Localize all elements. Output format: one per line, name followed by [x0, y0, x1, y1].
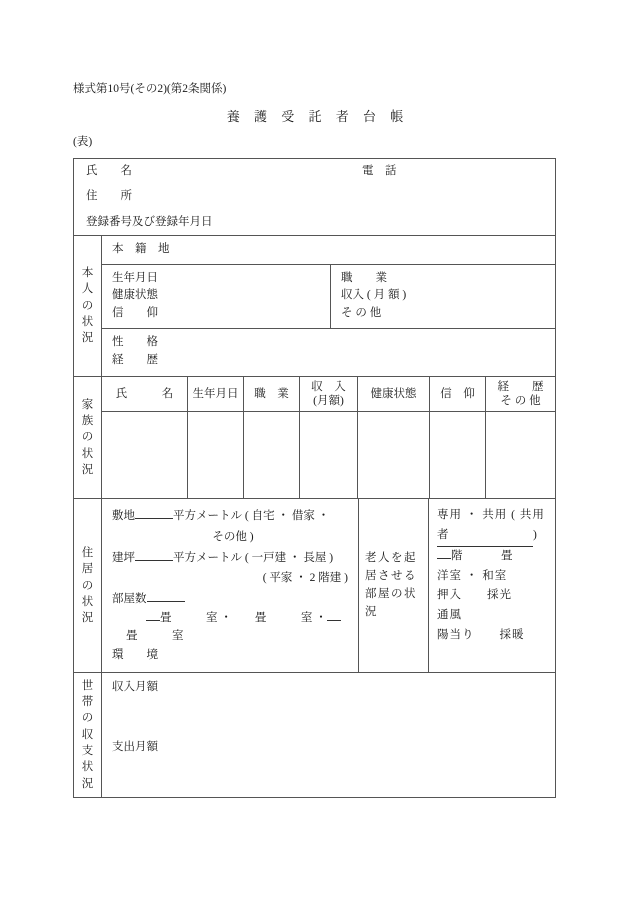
- rooms-label: 部屋数: [112, 593, 147, 606]
- site-label: 敷地: [112, 510, 135, 523]
- rooms-line: [112, 589, 354, 645]
- side-label-char: 居: [81, 563, 94, 576]
- side-label-char: 帯: [81, 696, 94, 709]
- registration-label: 登録番号及び登録年月日: [86, 215, 213, 228]
- family-cell-career-other[interactable]: [485, 412, 555, 498]
- family-table-row: [102, 411, 555, 498]
- side-label-char: の: [81, 431, 94, 444]
- environment-line: [112, 645, 354, 666]
- room-blank[interactable]: [327, 620, 341, 621]
- exclusive-shared-line: 専用 ・ 共用 ( 共用: [437, 509, 545, 522]
- occupation-label: 職 業: [341, 271, 387, 284]
- birthdate-label: 生年月日: [112, 271, 158, 284]
- dwelling-status-side-label: [74, 499, 102, 672]
- site-suffix2: その他 ): [212, 531, 254, 544]
- household-budget-side-label: [74, 673, 102, 797]
- person-basic-cell: [102, 265, 331, 328]
- side-label-char: 人: [81, 283, 94, 296]
- side-label-char: 況: [81, 777, 94, 790]
- side-label-char: 世: [81, 679, 94, 692]
- career-label: 経 歴: [112, 353, 158, 366]
- environment-label: 環 境: [112, 649, 158, 662]
- rooms-input-blank[interactable]: [147, 601, 185, 602]
- dwelling-detail-cell: [102, 499, 359, 672]
- elder-room-detail-cell: [429, 499, 555, 672]
- closing-paren: ): [533, 529, 538, 542]
- family-cell-religion[interactable]: [429, 412, 485, 498]
- room-type-line: 洋室 ・ 和室: [437, 569, 508, 582]
- side-label-char: 況: [81, 463, 94, 476]
- shared-person-blank[interactable]: 者: [437, 526, 533, 547]
- elder-room-label: 老人を起居させる部屋の状況: [365, 552, 417, 618]
- side-label-char: 況: [81, 332, 94, 345]
- floor-label: 建坪: [112, 551, 135, 564]
- domicile-label: 本 籍 地: [112, 242, 170, 255]
- closet-light-vent-line: 押入 採光 通風: [437, 589, 537, 622]
- registration-row: [74, 210, 555, 235]
- rooms-detail-line1: 畳 室 ・ 畳 室 ・: [112, 610, 354, 628]
- form-table: [73, 158, 556, 798]
- floor-suffix: 平方メートル ( 一戸建 ・ 長屋 ): [173, 551, 334, 564]
- health-label: 健康状態: [112, 289, 158, 302]
- side-label-char: 族: [81, 414, 94, 427]
- site-input-blank[interactable]: [135, 518, 173, 519]
- side-label-char: の: [81, 299, 94, 312]
- person-character-cell: [102, 328, 555, 376]
- column-header-birthdate: 生年月日: [187, 377, 243, 412]
- side-label-char: 状: [81, 761, 94, 774]
- income-entry-space[interactable]: [102, 703, 555, 737]
- section-mark: (表): [73, 136, 93, 148]
- side-label-char: 住: [81, 546, 94, 559]
- column-header-career-other: 経 歴 そ の 他: [485, 377, 555, 412]
- side-label-char: 状: [81, 315, 94, 328]
- column-header-income: 収 入 (月額): [299, 377, 357, 412]
- side-label-char: の: [81, 712, 94, 725]
- floor-no-blank[interactable]: [437, 558, 451, 559]
- family-cell-income[interactable]: [299, 412, 357, 498]
- form-number: 様式第10号(その2)(第2条関係): [73, 83, 227, 95]
- elder-room-label-cell: [359, 499, 429, 672]
- side-label-char: 収: [81, 728, 94, 741]
- person-status-block: [74, 235, 555, 376]
- column-header-name: 氏 名: [115, 387, 174, 400]
- side-label-char: 況: [81, 612, 94, 625]
- family-table: [102, 377, 555, 499]
- rooms-detail-line2: 畳 室: [126, 629, 184, 642]
- sunlight-heating-line: 陽当り 採暖: [437, 628, 525, 641]
- expense-monthly-cell[interactable]: [102, 737, 555, 763]
- column-header-occupation: 職 業: [243, 377, 299, 412]
- room-blank[interactable]: [146, 620, 160, 621]
- floor-area-line: [112, 548, 354, 589]
- column-header-health: 健康状態: [357, 377, 429, 412]
- income-label: 収入 ( 月 額 ): [341, 289, 407, 302]
- person-status-side-label: [74, 236, 102, 376]
- floor-tatami-line: 階 畳: [437, 547, 549, 567]
- person-details-row: [102, 264, 555, 328]
- family-cell-occupation[interactable]: [243, 412, 299, 498]
- site-area-line: [112, 506, 354, 547]
- income-monthly-cell[interactable]: [102, 673, 555, 703]
- column-header-religion: 信 仰: [429, 377, 485, 412]
- expense-entry-space[interactable]: [102, 763, 555, 797]
- page-title: 養 護 受 託 者 台 帳: [226, 109, 409, 124]
- floor-suffix2: ( 平家 ・ 2 階建 ): [262, 572, 348, 585]
- identity-block: [74, 159, 555, 235]
- person-occupation-cell: [331, 265, 555, 328]
- income-monthly-label: 収入月額: [112, 681, 158, 694]
- identity-cell: [74, 159, 555, 235]
- dwelling-status-block: [74, 498, 555, 672]
- family-cell-name[interactable]: [102, 412, 187, 498]
- address-row: [74, 184, 555, 209]
- other-label: そ の 他: [341, 306, 382, 319]
- address-label: 住 所: [86, 190, 132, 203]
- side-label-char: 家: [81, 398, 94, 411]
- family-status-block: [74, 376, 555, 499]
- telephone-label: 電 話: [362, 165, 397, 177]
- family-table-header: [102, 377, 555, 412]
- side-label-char: 本: [81, 266, 94, 279]
- side-label-char: 状: [81, 595, 94, 608]
- name-label: 氏 名: [86, 165, 132, 177]
- family-status-side-label: [74, 377, 102, 499]
- floor-input-blank[interactable]: [135, 560, 173, 561]
- religion-label: 信 仰: [112, 306, 158, 319]
- domicile-cell: [102, 236, 555, 264]
- shared-person-line: [437, 526, 549, 547]
- side-label-char: 状: [81, 447, 94, 460]
- name-row: [74, 159, 555, 184]
- family-cell-health[interactable]: [357, 412, 429, 498]
- expense-monthly-label: 支出月額: [112, 740, 158, 753]
- family-cell-birthdate[interactable]: [187, 412, 243, 498]
- character-label: 性 格: [112, 335, 158, 348]
- side-label-char: の: [81, 579, 94, 592]
- site-suffix: 平方メートル ( 自宅 ・ 借家 ・: [173, 510, 330, 523]
- household-budget-block: [74, 672, 555, 797]
- side-label-char: 支: [81, 745, 94, 758]
